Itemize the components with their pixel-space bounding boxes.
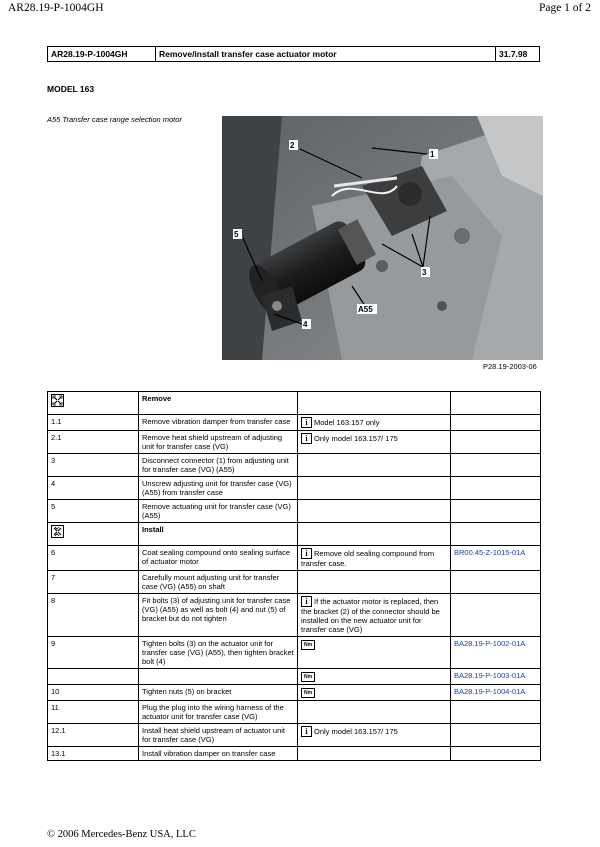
header-title: Remove/install transfer case actuator motor [156, 47, 496, 61]
info-icon: i [301, 417, 312, 428]
install-section-label: Install [139, 523, 298, 546]
callout-3: 3 [422, 268, 427, 277]
remove-section-label: Remove [139, 392, 298, 415]
torque-icon: Nm [301, 688, 315, 698]
table-row [48, 747, 541, 761]
note-text: Model 163.157 only [314, 418, 380, 427]
step-text: Remove actuating unit for transfer case (VG) (A55) [139, 500, 298, 523]
model-label: MODEL 163 [47, 84, 95, 94]
step-number: 10 [48, 685, 139, 701]
table-row [48, 546, 541, 571]
table-row [48, 685, 541, 701]
table-row [48, 637, 541, 669]
document-header-box [47, 46, 540, 62]
table-row [48, 500, 541, 523]
step-number: 7 [48, 571, 139, 594]
page-indicator: Page 1 of 2 [538, 2, 591, 14]
step-note [298, 724, 451, 747]
step-number: 8 [48, 594, 139, 637]
step-note [298, 431, 451, 454]
callout-a55: A55 [358, 305, 373, 314]
step-text: Remove vibration damper from transfer case [139, 415, 298, 431]
step-note [298, 685, 451, 701]
step-note [298, 637, 451, 669]
remove-section-header [48, 392, 541, 415]
step-text: Fit bolts (3) of adjusting unit for transfer case (VG) (A55) as well as bolt (4) and nut (5) of bracket but do not tighten [139, 594, 298, 637]
callout-1: 1 [430, 150, 435, 159]
info-icon: i [301, 548, 312, 559]
step-text: Tighten nuts (5) on bracket [139, 685, 298, 701]
table-row [48, 431, 541, 454]
note-text: Only model 163.157/ 175 [314, 727, 398, 736]
info-icon: i [301, 596, 312, 607]
step-text: Install vibration damper on transfer case [139, 747, 298, 761]
install-icon [51, 525, 64, 538]
table-row [48, 571, 541, 594]
document-link[interactable]: BA28.19-P-1004-01A [454, 687, 526, 696]
table-row [48, 454, 541, 477]
step-number: 2.1 [48, 431, 139, 454]
header-date: 31.7.98 [499, 49, 528, 59]
header-code: AR28.19-P-1004GH [48, 47, 156, 61]
install-section-header [48, 523, 541, 546]
step-number: 9 [48, 637, 139, 669]
table-row [48, 477, 541, 500]
info-icon: i [301, 433, 312, 444]
note-text: If the actuator motor is replaced, then the bracket (2) of the connector should be installed on the new actuator unit for transfer case (VG) [301, 597, 440, 634]
step-number: 3 [48, 454, 139, 477]
step-number: 6 [48, 546, 139, 571]
table-row [48, 669, 541, 685]
figure-reference: P28.19-2003-06 [483, 362, 537, 371]
step-note [298, 571, 451, 594]
step-number: 13.1 [48, 747, 139, 761]
copyright-footer: © 2006 Mercedes-Benz USA, LLC [47, 829, 196, 840]
step-number: 1.1 [48, 415, 139, 431]
step-note [298, 546, 451, 571]
step-text: Disconnect connector (1) from adjusting unit for transfer case (VG) (A55) [139, 454, 298, 477]
step-text: Plug the plug into the wiring harness of the actuator unit for transfer case (VG) [139, 701, 298, 724]
document-code-header: AR28.19-P-1004GH [8, 2, 104, 14]
torque-icon: Nm [301, 640, 315, 650]
info-icon: i [301, 726, 312, 737]
callout-2: 2 [290, 141, 295, 150]
table-row [48, 415, 541, 431]
table-row [48, 701, 541, 724]
step-text: Carefully mount adjusting unit for transfer case (VG) (A55) on shaft [139, 571, 298, 594]
remove-icon [51, 394, 64, 407]
step-note [298, 747, 451, 761]
step-text: Unscrew adjusting unit for transfer case (VG) (A55) from transfer case [139, 477, 298, 500]
note-text: Only model 163.157/ 175 [314, 434, 398, 443]
figure-caption: A55 Transfer case range selection motor [47, 115, 182, 124]
step-text [139, 669, 298, 685]
step-number: 11 [48, 701, 139, 724]
step-note [298, 701, 451, 724]
step-number: 5 [48, 500, 139, 523]
step-note [298, 415, 451, 431]
step-note [298, 594, 451, 637]
callout-5: 5 [234, 230, 239, 239]
step-text: Tighten bolts (3) on the actuator unit for transfer case (VG) (A55), then tighten bracket bolt (4) [139, 637, 298, 669]
step-text: Remove heat shield upstream of adjusting unit for transfer case (VG) [139, 431, 298, 454]
table-row [48, 724, 541, 747]
step-note [298, 669, 451, 685]
step-text: Coat sealing compound onto sealing surface of actuator motor [139, 546, 298, 571]
torque-icon: Nm [301, 672, 315, 682]
table-row [48, 594, 541, 637]
transfer-case-photo [222, 116, 543, 360]
document-link[interactable]: BA28.19-P-1002-01A [454, 639, 526, 648]
step-text: Install heat shield upstream of actuator unit for transfer case (VG) [139, 724, 298, 747]
note-text: Remove old sealing compound from transfer case. [301, 549, 435, 568]
step-number [48, 669, 139, 685]
step-number: 12.1 [48, 724, 139, 747]
step-note [298, 477, 451, 500]
document-link[interactable]: BR00.45-Z-1015-01A [454, 548, 526, 557]
callout-4: 4 [303, 320, 308, 329]
step-note [298, 454, 451, 477]
procedure-table [47, 391, 541, 761]
document-link[interactable]: BA28.19-P-1003-01A [454, 671, 526, 680]
step-note [298, 500, 451, 523]
step-number: 4 [48, 477, 139, 500]
